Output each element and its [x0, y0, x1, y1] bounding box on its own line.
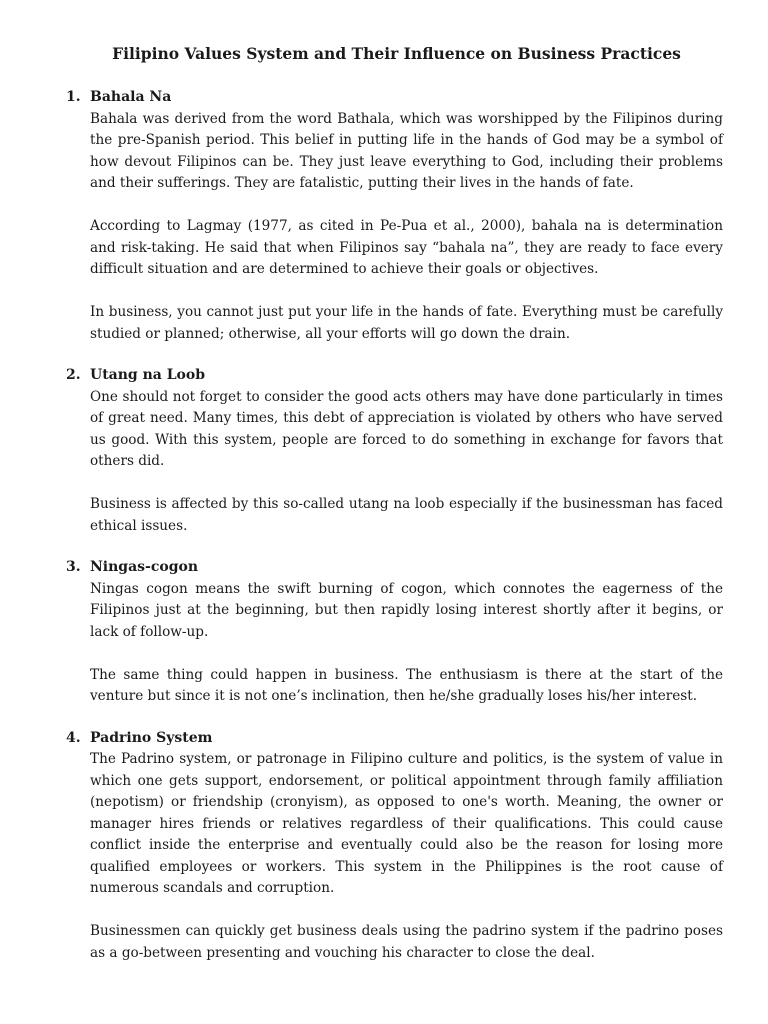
section-utang-na-loob: [66, 365, 723, 537]
section-ningas-cogon: [66, 557, 723, 708]
section-number: 4.: [66, 729, 81, 746]
paragraph: Businessmen can quickly get business deals using the padrino system if the padrino poses as a go-between presenting and vouching his character to close the deal.: [90, 923, 723, 961]
paragraph: Ningas cogon means the swift burning of cogon, which connotes the eagerness of the Filipinos just at the beginning, but then rapidly losing interest shortly after it begins, or lack of follow-up.: [90, 580, 723, 640]
section-padrino-system: [66, 728, 723, 965]
section-number: 3.: [66, 559, 81, 575]
section-heading: Utang na Loob: [90, 367, 206, 383]
section-number: 1.: [66, 89, 81, 105]
paragraph: The Padrino system, or patronage in Filipino culture and politics, is the system of value in which one gets support, endorsement, or political appointment through family affiliation (nepotism) or friendship (cronyism), as opposed to one's worth. Meaning, the owner or manager hires friends or relatives regardless of their qualifications. This could cause conflict inside the enterprise and eventually could also be the reason for losing more qualified employees or workers. This system in the Philippines is the root cause of numerous scandals and corruption.: [90, 751, 723, 896]
section-heading: Bahala Na: [90, 89, 172, 105]
paragraph: In business, you cannot just put your life in the hands of fate. Everything must be carefully studied or planned; otherwise, all your efforts will go down the drain.: [90, 304, 723, 342]
section-heading: Ningas-cogon: [90, 559, 199, 575]
paragraph: Business is affected by this so-called utang na loob especially if the businessman has faced ethical issues.: [90, 496, 723, 534]
paragraph: The same thing could happen in business. The enthusiasm is there at the start of the venture but since it is not one’s inclination, then he/she gradually loses his/her interest.: [90, 666, 723, 704]
document-title: Filipino Values System and Their Influence on Business Practices: [112, 44, 681, 63]
section-number: 2.: [66, 367, 81, 383]
section-heading: Padrino System: [90, 729, 213, 746]
paragraph: One should not forget to consider the good acts others may have done particularly in times of great need. Many times, this debt of appreciation is violated by others who have served us good. With this system, people are forced to do something in exchange for favors that others did.: [90, 388, 723, 469]
paragraph: According to Lagmay (1977, as cited in Pe-Pua et al., 2000), bahala na is determination and risk-taking. He said that when Filipinos say “bahala na”, they are ready to face every difficult situation and are determined to achieve their goals or objectives.: [90, 218, 723, 277]
paragraph: Bahala was derived from the word Bathala, which was worshipped by the Filipinos during the pre-Spanish period. This belief in putting life in the hands of God may be a symbol of how devout Filipinos can be. They just leave everything to God, including their problems and their sufferings. They are fatalistic, putting their lives in the hands of fate.: [90, 110, 723, 191]
section-bahala-na: [66, 87, 723, 345]
